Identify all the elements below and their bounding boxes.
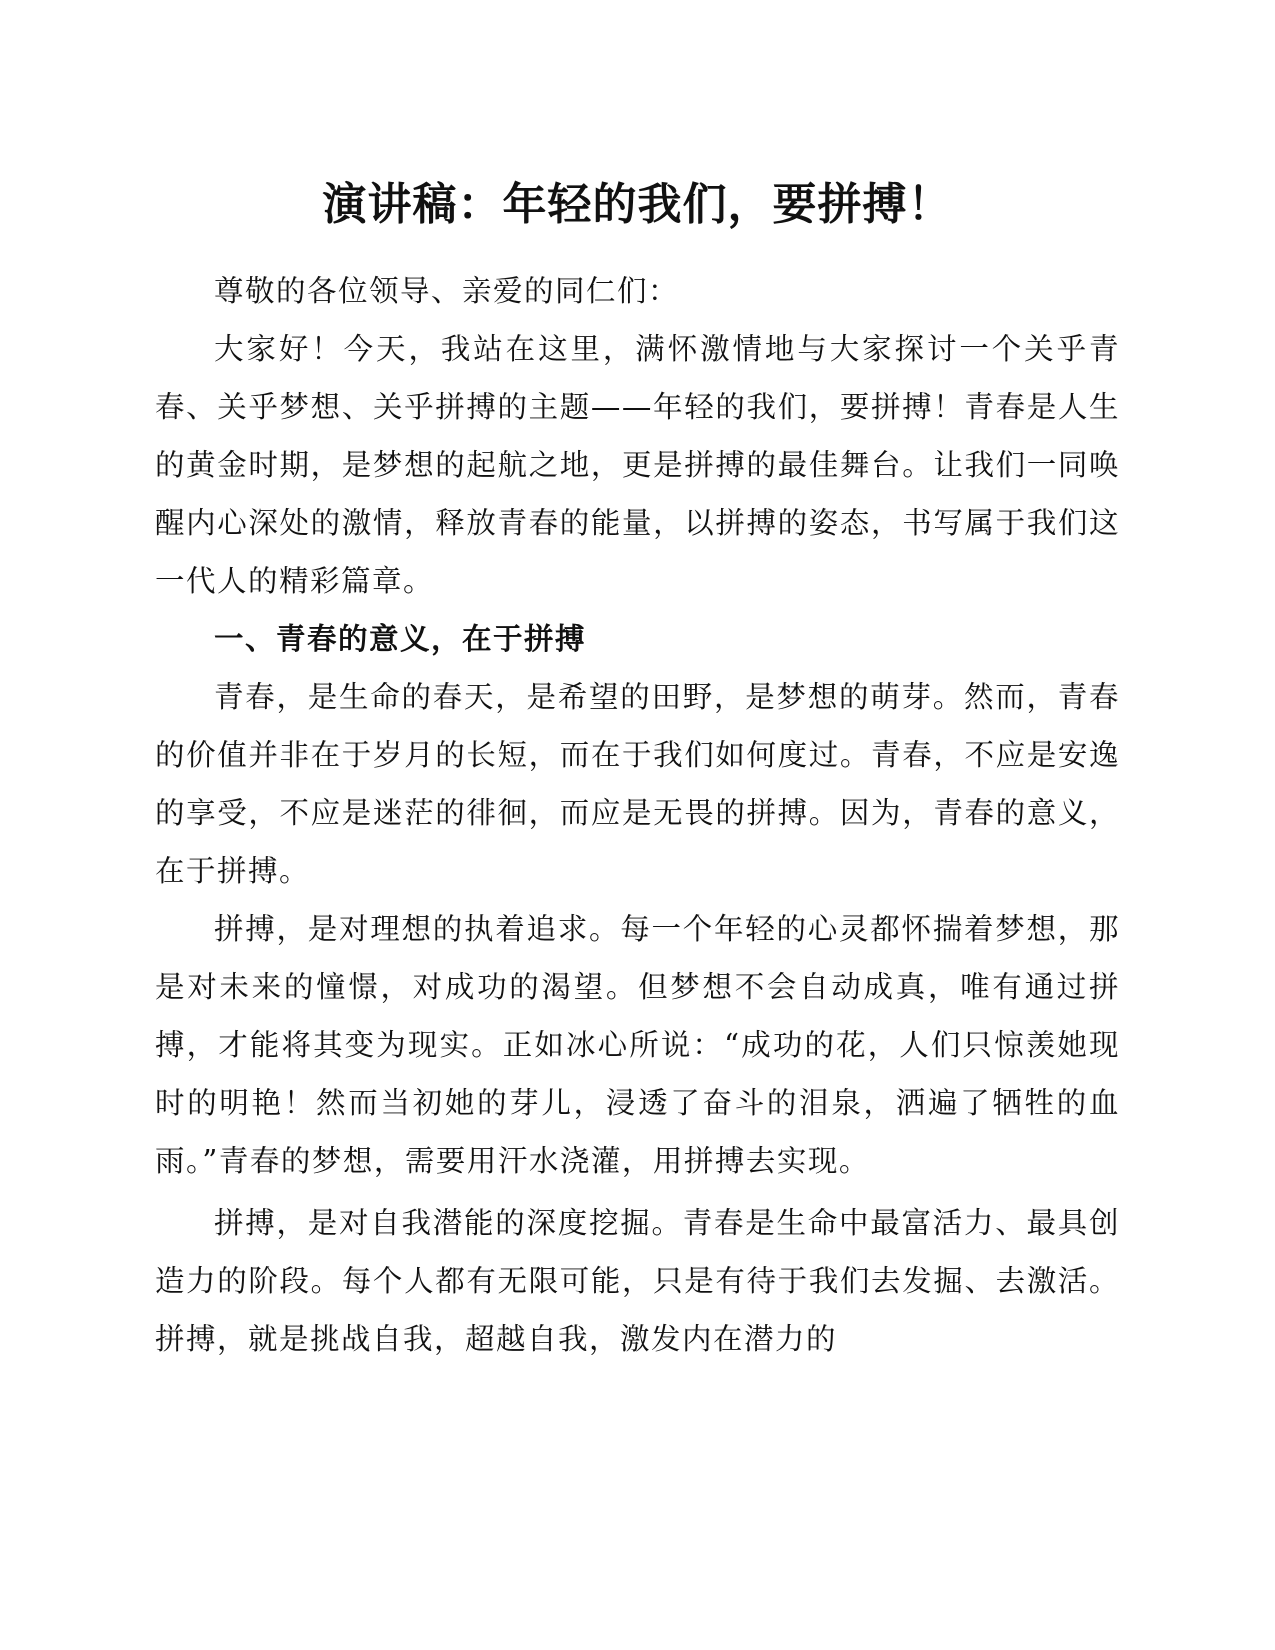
paragraph-ideal-pursuit: 拼搏，是对理想的执着追求。每一个年轻的心灵都怀揣着梦想，那是对未来的憧憬，对成功的渴望。但梦想不会自动成真，唯有通过拼搏，才能将其变为现实。正如冰心所说：“成功的花，人们只惊羡她现时的明艳！然而当初她的芽儿，浸透了奋斗的泪泉，洒遍了牺牲的血雨。”青春的梦想，需要用汗水浇灌，用拼搏去实现。 [155, 912, 1120, 1178]
document-body [155, 262, 1120, 1368]
page-title: 演讲稿：年轻的我们，要拼搏！ [322, 179, 953, 230]
paragraph-youth-meaning: 青春，是生命的春天，是希望的田野，是梦想的萌芽。然而，青春的价值并非在于岁月的长短，而在于我们如何度过。青春，不应是安逸的享受，不应是迷茫的徘徊，而应是无畏的拼搏。因为，青春的意义，在于拼搏。 [155, 680, 1120, 888]
salutation: 尊敬的各位领导、亲爱的同仁们： [214, 274, 680, 308]
section-heading: 一、青春的意义，在于拼搏 [214, 622, 587, 656]
paragraph-potential: 拼搏，是对自我潜能的深度挖掘。青春是生命中最富活力、最具创造力的阶段。每个人都有无限可能，只是有待于我们去发掘、去激活。拼搏，就是挑战自我，超越自我，激发内在潜力的 [155, 1206, 1120, 1356]
paragraph-intro: 大家好！今天，我站在这里，满怀激情地与大家探讨一个关乎青春、关乎梦想、关乎拼搏的主题——年轻的我们，要拼搏！青春是人生的黄金时期，是梦想的起航之地，更是拼搏的最佳舞台。让我们一同唤醒内心深处的激情，释放青春的能量，以拼搏的姿态，书写属于我们这一代人的精彩篇章。 [155, 332, 1120, 598]
